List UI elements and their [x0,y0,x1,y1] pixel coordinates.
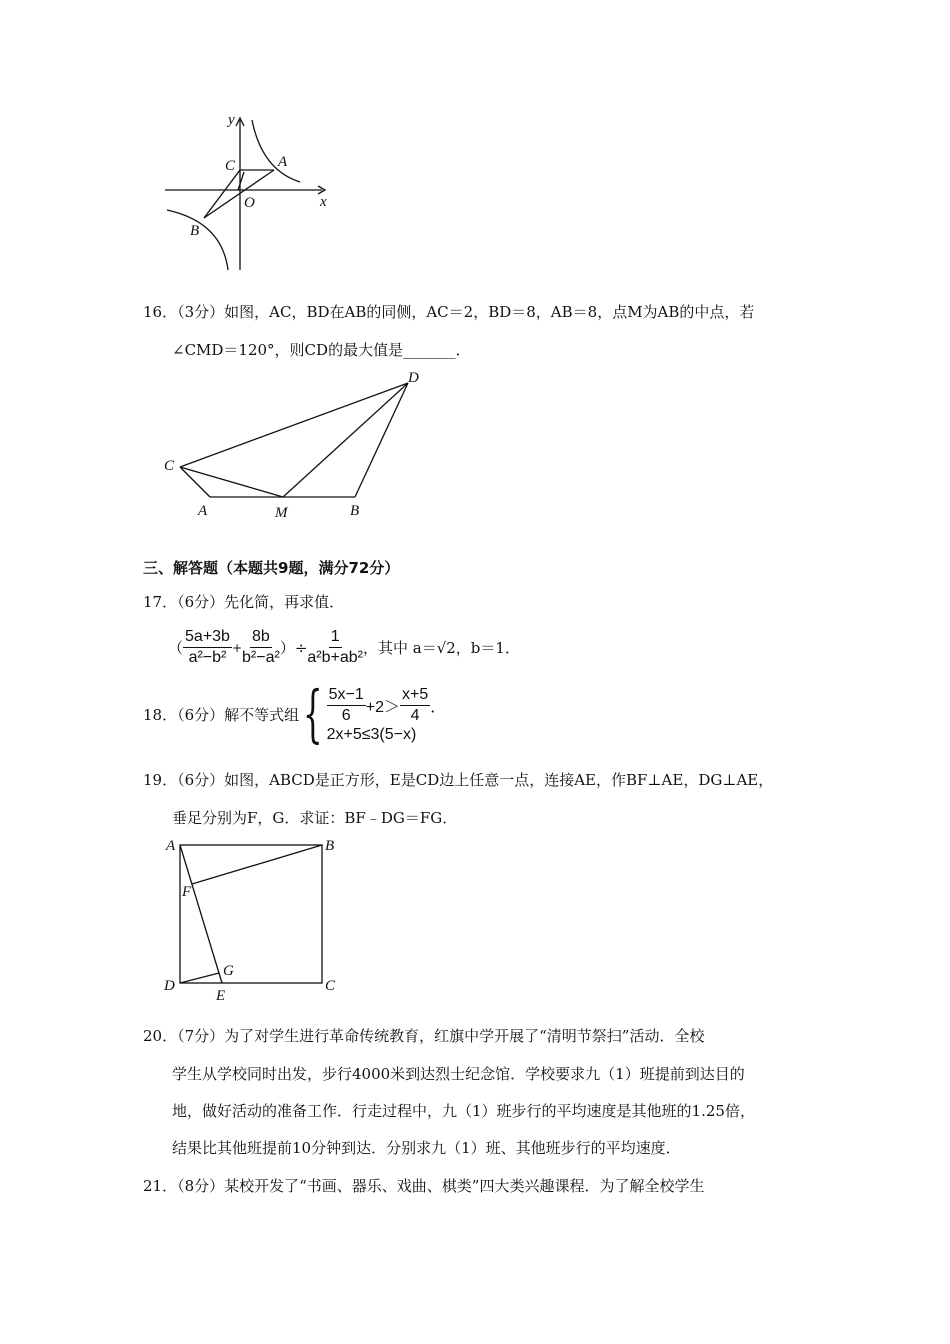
q18-line [143,677,447,750]
fraction [327,685,366,726]
label-B: B [190,223,200,239]
numerator: x+5 [400,685,430,706]
numerator: 5x−1 [327,685,366,706]
label-C: C [225,158,236,174]
fraction [400,685,430,726]
label-A: A [198,503,208,519]
q21-line1: 21．（8分）某校开发了“书画、器乐、戏曲、棋类”四大类兴趣课程．为了解全校学生 [143,1177,705,1195]
numerator: 1 [329,627,342,648]
label-M: M [275,505,288,521]
label-A: A [166,838,176,854]
hyperbola-branch-2 [167,210,228,270]
q20-line2: 学生从学校同时出发，步行4000米到达烈士纪念馆．学校要求九（1）班提前到达目的 [172,1065,745,1083]
denominator: 6 [341,706,351,724]
label-C: C [164,458,175,474]
q16-text: ∠CMD＝120°，则CD的最大值是 [172,341,404,359]
denominator: a²b+ab² [307,649,363,666]
q20-line3: 地，做好活动的准备工作．行走过程中，九（1）班步行的平均速度是其他班的1.25倍， [172,1102,755,1120]
label-A: A [278,154,288,170]
numerator: 8b [250,627,272,648]
q16-line2 [172,340,471,360]
q17-expression [168,627,520,668]
brace: { [303,677,323,750]
square-figure-q19 [160,835,350,1005]
inequality-system [327,685,447,744]
middle: +2＞ [365,698,400,716]
label-x: x [320,194,327,210]
label-D: D [408,370,419,386]
denominator: b²−a² [242,649,280,666]
rparen-divide: ）÷ [279,639,308,657]
fraction-1 [183,627,232,668]
numerator: 5a+3b [183,627,232,648]
label-E: E [216,988,226,1004]
inequality-2: 2x+5≤3(5−x) [326,725,417,743]
plus: + [231,640,243,655]
q20-line1: 20．（7分）为了对学生进行革命传统教育，红旗中学开展了“清明节祭扫”活动．全校 [143,1027,705,1045]
inequality-1 [327,685,447,726]
q17-line1: 17．（6分）先化简，再求值． [143,593,345,611]
hyperbola-branch-1 [252,120,300,182]
q19-line2: 垂足分别为F，G．求证：BF﹣DG＝FG． [172,809,458,827]
denominator: 4 [410,706,420,724]
q16-line1: 16．（3分）如图，AC，BD在AB的同侧，AC＝2，BD＝8，AB＝8，点M为AB的中点，若 [143,303,755,321]
fraction-3 [307,627,363,668]
fraction-2 [242,627,280,668]
q19-line1: 19．（6分）如图，ABCD是正方形，E是CD边上任意一点，连接AE，作BF⊥AE，DG⊥AE， [143,771,774,789]
label-G: G [223,963,234,979]
hyperbola-figure [160,108,340,273]
label-C: C [325,978,336,994]
condition: ，其中 a＝√2，b＝1． [362,639,520,657]
answer-blank: _______ [403,341,456,359]
q18-text: 18．（6分）解不等式组 [143,705,300,724]
end: ． [430,698,447,716]
label-F: F [182,884,192,900]
label-y: y [228,112,235,128]
denominator: a²−b² [188,649,227,666]
lparen: （ [168,639,184,657]
q20-line4: 结果比其他班提前10分钟到达．分别求九（1）班、其他班步行的平均速度． [172,1139,681,1157]
section-heading: 三、解答题（本题共9题，满分72分） [143,559,400,577]
label-D: D [164,978,175,994]
label-B: B [325,838,335,854]
label-O: O [244,195,255,211]
q16-end: ． [455,341,471,359]
label-B: B [350,503,360,519]
triangle-figure-q16 [160,365,430,525]
